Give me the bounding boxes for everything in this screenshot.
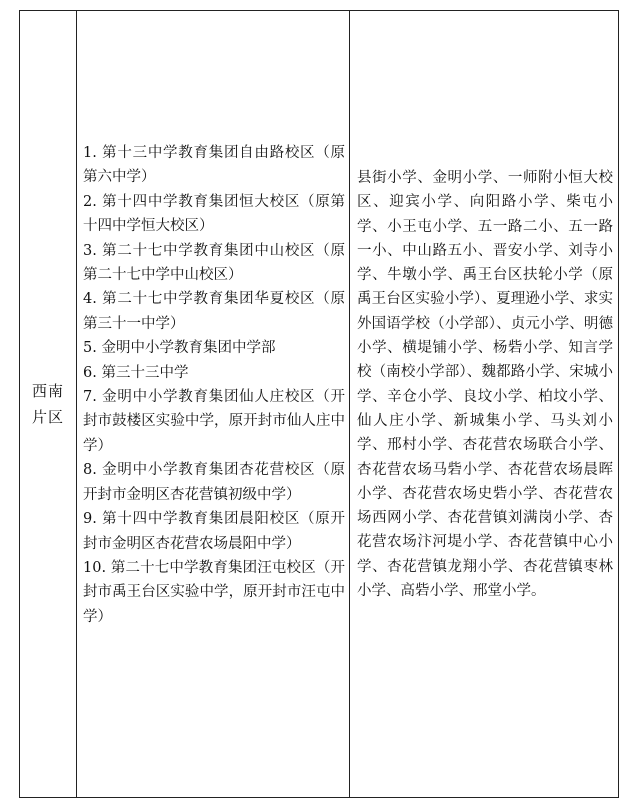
column-divider-2 (349, 11, 350, 797)
middle-school-item: 10. 第二十七中学教育集团汪屯校区（开封市禹王台区实验中学，原开封市汪屯中学） (83, 559, 345, 625)
middle-school-item: 6. 第三十三中学 (83, 364, 189, 381)
middle-school-item: 2. 第十四中学教育集团恒大校区（原第十四中学恒大校区） (83, 193, 345, 235)
middle-school-item: 7. 金明中小学教育集团仙人庄校区（开封市鼓楼区实验中学，原开封市仙人庄中学） (83, 389, 345, 454)
middle-school-item: 4. 第二十七中学教育集团华夏校区（原第三十一中学） (83, 291, 345, 332)
region-label: 西南片区 (31, 382, 64, 426)
primary-school-list: 县街小学、金明小学、一师附小恒大校区、迎宾小学、向阳路小学、柴屯小学、小王屯小学、五一路二小、五一路一小、中山路五小、晋安小学、刘寺小学、牛墩小学、禹王台区扶轮小学（原禹王台区实验小学）、夏理逊小学、求实外国语学校（小学部）、贞元小学、明德小学、横堤铺小学、杨砦小学、知言学校（南校小学部）、魏都路小学、宋城小学、辛仓小学、良坟小学、柏坟小学、仙人庄小学、新城集小学、马头刘小学、邢村小学、杏花营农场联合小学、杏花营农场马砦小学、杏花营农场晨晖小学、杏花营农场史砦小学、杏花营农场西网小学、杏花营镇刘满岗小学、杏花营农场汴河堤小学、杏花营镇中心小学、杏花营镇龙翔小学、杏花营镇枣林小学、高砦小学、邢堂小学。 (357, 170, 613, 600)
middle-school-cell (83, 141, 345, 629)
column-divider-1 (76, 11, 77, 797)
middle-school-item: 5. 金明中小学教育集团中学部 (83, 340, 276, 357)
school-district-table (19, 10, 619, 798)
primary-school-cell (357, 166, 613, 603)
middle-school-item: 9. 第十四中学教育集团晨阳校区（原开封市金明区杏花营农场晨阳中学） (83, 511, 345, 552)
middle-school-item: 3. 第二十七中学教育集团中山校区（原第二十七中学中山校区） (83, 242, 345, 284)
middle-school-item: 1. 第十三中学教育集团自由路校区（原第六中学） (83, 145, 345, 186)
middle-school-item: 8. 金明中小学教育集团杏花营校区（原开封市金明区杏花营镇初级中学） (83, 462, 345, 503)
region-cell (20, 11, 76, 797)
